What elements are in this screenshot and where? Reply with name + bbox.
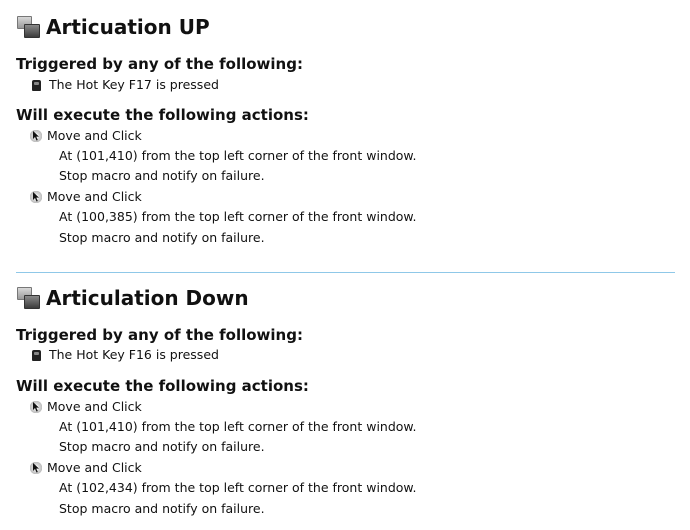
trigger-item[interactable]: [32, 347, 219, 363]
action-detail: At (102,434) from the top left corner of the front window.: [59, 480, 417, 495]
trigger-label: The Hot Key F16 is pressed: [49, 347, 219, 362]
actions-heading: Will execute the following actions:: [16, 377, 309, 395]
action-failure-option: Stop macro and notify on failure.: [59, 168, 265, 183]
action-item[interactable]: [30, 460, 142, 476]
action-item[interactable]: [30, 128, 142, 144]
action-detail: At (101,410) from the top left corner of the front window.: [59, 419, 417, 434]
action-failure-option: Stop macro and notify on failure.: [59, 501, 265, 516]
macro-group-icon: [16, 286, 40, 310]
move-and-click-icon: [30, 462, 42, 474]
action-label: Move and Click: [47, 399, 142, 414]
macro-title-row[interactable]: [16, 286, 249, 310]
macro-title-row[interactable]: [16, 15, 210, 39]
move-and-click-icon: [30, 401, 42, 413]
action-detail: At (101,410) from the top left corner of the front window.: [59, 148, 417, 163]
action-failure-option: Stop macro and notify on failure.: [59, 230, 265, 245]
hotkey-trigger-icon: [32, 80, 41, 91]
trigger-heading: Triggered by any of the following:: [16, 326, 303, 344]
actions-heading: Will execute the following actions:: [16, 106, 309, 124]
trigger-item[interactable]: [32, 77, 219, 93]
action-detail: At (100,385) from the top left corner of the front window.: [59, 209, 417, 224]
action-item[interactable]: [30, 189, 142, 205]
action-label: Move and Click: [47, 128, 142, 143]
trigger-label: The Hot Key F17 is pressed: [49, 77, 219, 92]
hotkey-trigger-icon: [32, 350, 41, 361]
macro-group-icon: [16, 15, 40, 39]
macro-divider: [16, 272, 675, 273]
macro-title: Articuation UP: [46, 15, 210, 39]
action-label: Move and Click: [47, 189, 142, 204]
action-label: Move and Click: [47, 460, 142, 475]
move-and-click-icon: [30, 130, 42, 142]
macro-title: Articulation Down: [46, 286, 249, 310]
move-and-click-icon: [30, 191, 42, 203]
trigger-heading: Triggered by any of the following:: [16, 55, 303, 73]
action-item[interactable]: [30, 399, 142, 415]
action-failure-option: Stop macro and notify on failure.: [59, 439, 265, 454]
